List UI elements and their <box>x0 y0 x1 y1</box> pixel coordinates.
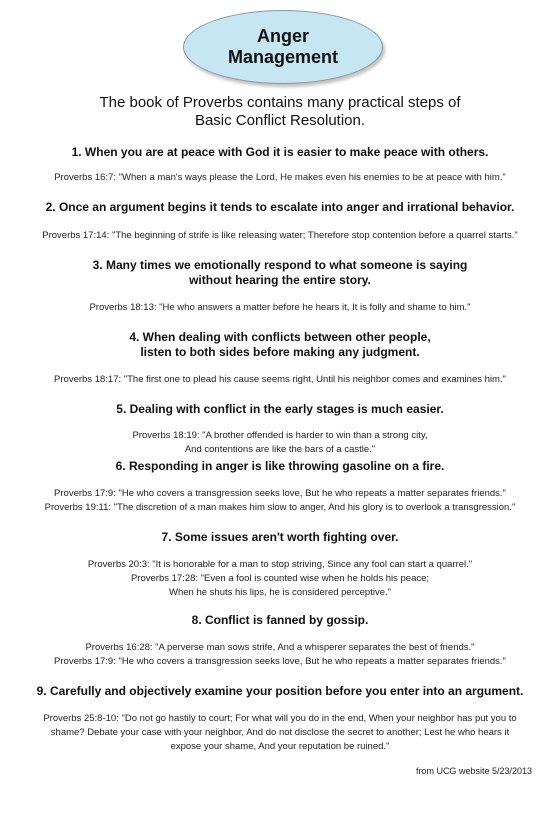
intro-line-1: The book of Proverbs contains many practical steps of <box>99 94 461 111</box>
point-4-heading-line-2: listen to both sides before making any judgment. <box>140 345 420 359</box>
point-1-verse: Proverbs 16:7: "When a man's ways please the Lord, He makes even his enemies to be at peace with him." <box>54 172 506 183</box>
point-9-verse-line-3: expose your shame, And your reputation be ruined." <box>170 741 390 752</box>
point-9-heading: 9. Carefully and objectively examine your position before you enter into an argument. <box>36 684 524 698</box>
point-9-verse-line-1: Proverbs 25:8-10: "Do not go hastily to court; For what will you do in the end, When your neighbor has put you to <box>43 713 517 724</box>
point-2-heading: 2. Once an argument begins it tends to escalate into anger and irrational behavior. <box>45 200 515 214</box>
point-7-verse-2-line-2: When he shuts his lips, he is considered perceptive." <box>169 587 391 598</box>
point-8-verse-2: Proverbs 17:9: "He who covers a transgression seeks love, But he who repeats a matter separates friends." <box>54 656 506 667</box>
point-6-verse-2: Proverbs 19:11: "The discretion of a man makes him slow to anger, And his glory is to overlook a transgression." <box>44 502 516 513</box>
point-5-heading: 5. Dealing with conflict in the early stages is much easier. <box>116 402 444 416</box>
point-4-verse: Proverbs 18:17: "The first one to plead his cause seems right, Until his neighbor comes and examines him." <box>54 374 506 385</box>
point-8-verse-1: Proverbs 16:28: "A perverse man sows strife, And a whisperer separates the best of friends." <box>85 642 475 653</box>
point-1-heading: 1. When you are at peace with God it is easier to make peace with others. <box>71 145 489 159</box>
title-line-2: Management <box>227 47 339 67</box>
point-5-verse-line-2: And contentions are like the bars of a castle." <box>184 444 376 455</box>
point-5-verse-line-1: Proverbs 18:19: "A brother offended is harder to win than a strong city, <box>132 430 428 441</box>
point-7-verse-2-line-1: Proverbs 17:28: "Even a fool is counted wise when he holds his peace; <box>130 573 430 584</box>
point-4-heading-line-1: 4. When dealing with conflicts between other people, <box>129 330 431 344</box>
point-3-verse: Proverbs 18:13: "He who answers a matter before he hears it, It is folly and shame to him." <box>89 302 471 313</box>
point-2-verse: Proverbs 17:14: "The beginning of strife is like releasing water; Therefore stop contention before a quarrel starts." <box>42 230 518 241</box>
title-line-1: Anger <box>256 26 309 46</box>
point-6-verse-1: Proverbs 17:9: "He who covers a transgression seeks love, But he who repeats a matter separates friends." <box>54 488 506 499</box>
source-footer: from UCG website 5/23/2013 <box>415 766 532 776</box>
point-8-heading: 8. Conflict is fanned by gossip. <box>191 613 369 627</box>
title-oval <box>183 10 383 84</box>
point-6-heading: 6. Responding in anger is like throwing gasoline on a fire. <box>115 459 445 473</box>
intro-line-2: Basic Conflict Resolution. <box>194 112 366 129</box>
point-7-heading: 7. Some issues aren't worth fighting over. <box>161 530 399 544</box>
point-9-verse-line-2: shame? Debate your case with your neighbor, And do not disclose the secret to another; Lest he who hears it <box>50 727 510 738</box>
point-7-verse-1: Proverbs 20:3: "It is honorable for a man to stop striving, Since any fool can start a quarrel." <box>87 559 473 570</box>
point-3-heading-line-2: without hearing the entire story. <box>189 273 371 287</box>
point-3-heading-line-1: 3. Many times we emotionally respond to what someone is saying <box>92 258 468 272</box>
